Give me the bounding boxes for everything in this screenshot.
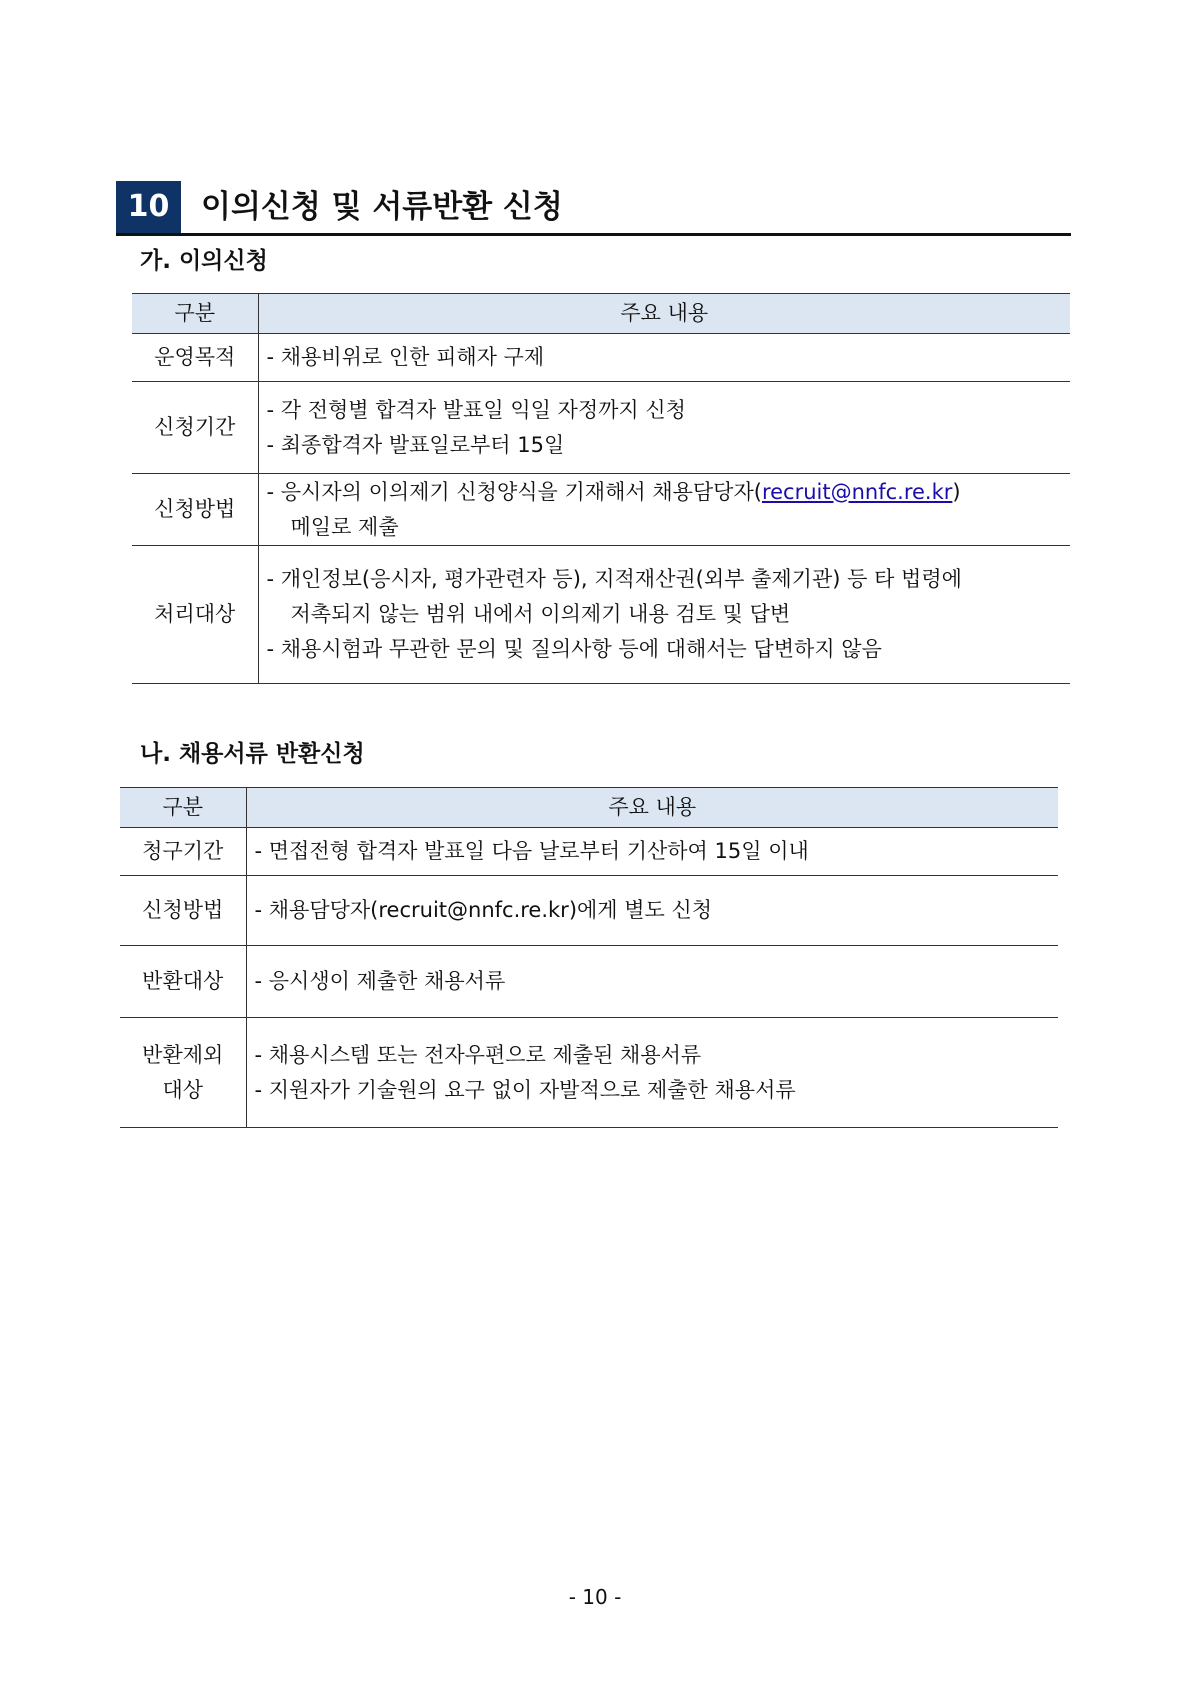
return-docs-heading: 나. 채용서류 반환신청 <box>140 741 365 767</box>
content-line: - 채용담당자(recruit@nnfc.re.kr)에게 별도 신청 <box>254 898 713 922</box>
table-row <box>120 828 1058 876</box>
row-label: 청구기간 <box>120 828 246 876</box>
section-number-badge: 10 <box>116 181 181 233</box>
content-line <box>267 475 1071 510</box>
content-line: 메일로 제출 <box>290 514 399 539</box>
header-content: 주요 내용 <box>246 788 1058 828</box>
table-row <box>120 1018 1058 1128</box>
table-row <box>120 946 1058 1018</box>
row-label-line: 대상 <box>162 1077 204 1102</box>
content-line: - 응시생이 제출한 채용서류 <box>254 969 506 993</box>
row-label-line: 반환제외 <box>142 1042 224 1067</box>
row-content <box>246 876 1058 946</box>
page-number: - 10 - <box>568 1585 622 1609</box>
content-line: - 최종합격자 발표일로부터 15일 <box>266 432 565 457</box>
content-line: - 지원자가 기술원의 요구 없이 자발적으로 제출한 채용서류 <box>254 1077 796 1102</box>
content-line: - 채용비위로 인한 피해자 구제 <box>266 345 545 369</box>
row-label: 운영목적 <box>132 334 258 382</box>
table-header-row <box>120 788 1058 828</box>
table-row <box>132 334 1070 382</box>
row-content <box>246 946 1058 1018</box>
content-text: ) <box>952 479 961 504</box>
header-content: 주요 내용 <box>258 294 1070 334</box>
row-content <box>258 546 1070 684</box>
section-header <box>116 181 1071 236</box>
table-row <box>120 876 1058 946</box>
content-text: - 응시자의 이의제기 신청양식을 기재해서 채용담당자( <box>266 479 762 504</box>
header-category: 구분 <box>132 294 258 334</box>
section-title: 이의신청 및 서류반환 신청 <box>201 189 563 225</box>
content-line: - 면접전형 합격자 발표일 다음 날로부터 기산하여 15일 이내 <box>254 839 809 863</box>
row-label: 신청방법 <box>132 474 258 546</box>
row-label: 반환대상 <box>120 946 246 1018</box>
content-line: 저촉되지 않는 범위 내에서 이의제기 내용 검토 및 답변 <box>290 602 791 626</box>
email-link[interactable]: recruit@nnfc.re.kr <box>761 479 953 504</box>
row-content <box>258 382 1070 474</box>
content-line: - 각 전형별 합격자 발표일 익일 자정까지 신청 <box>266 397 686 422</box>
row-label: 신청기간 <box>132 382 258 474</box>
header-category: 구분 <box>120 788 246 828</box>
table-row <box>132 546 1070 684</box>
table-row <box>132 382 1070 474</box>
objection-table <box>132 293 1070 684</box>
content-line: - 개인정보(응시자, 평가관련자 등), 지적재산권(외부 출제기관) 등 타 법령에 <box>266 567 962 591</box>
row-label: 신청방법 <box>120 876 246 946</box>
return-docs-table <box>120 787 1058 1128</box>
content-line: - 채용시험과 무관한 문의 및 질의사항 등에 대해서는 답변하지 않음 <box>266 637 882 661</box>
content-line: - 채용시스템 또는 전자우편으로 제출된 채용서류 <box>254 1042 702 1067</box>
row-content <box>246 828 1058 876</box>
objection-heading: 가. 이의신청 <box>140 248 268 274</box>
row-content <box>258 334 1070 382</box>
table-row <box>132 474 1070 546</box>
row-label <box>120 1018 246 1128</box>
row-content <box>258 474 1070 546</box>
table-header-row <box>132 294 1070 334</box>
row-label: 처리대상 <box>132 546 258 684</box>
row-content <box>246 1018 1058 1128</box>
